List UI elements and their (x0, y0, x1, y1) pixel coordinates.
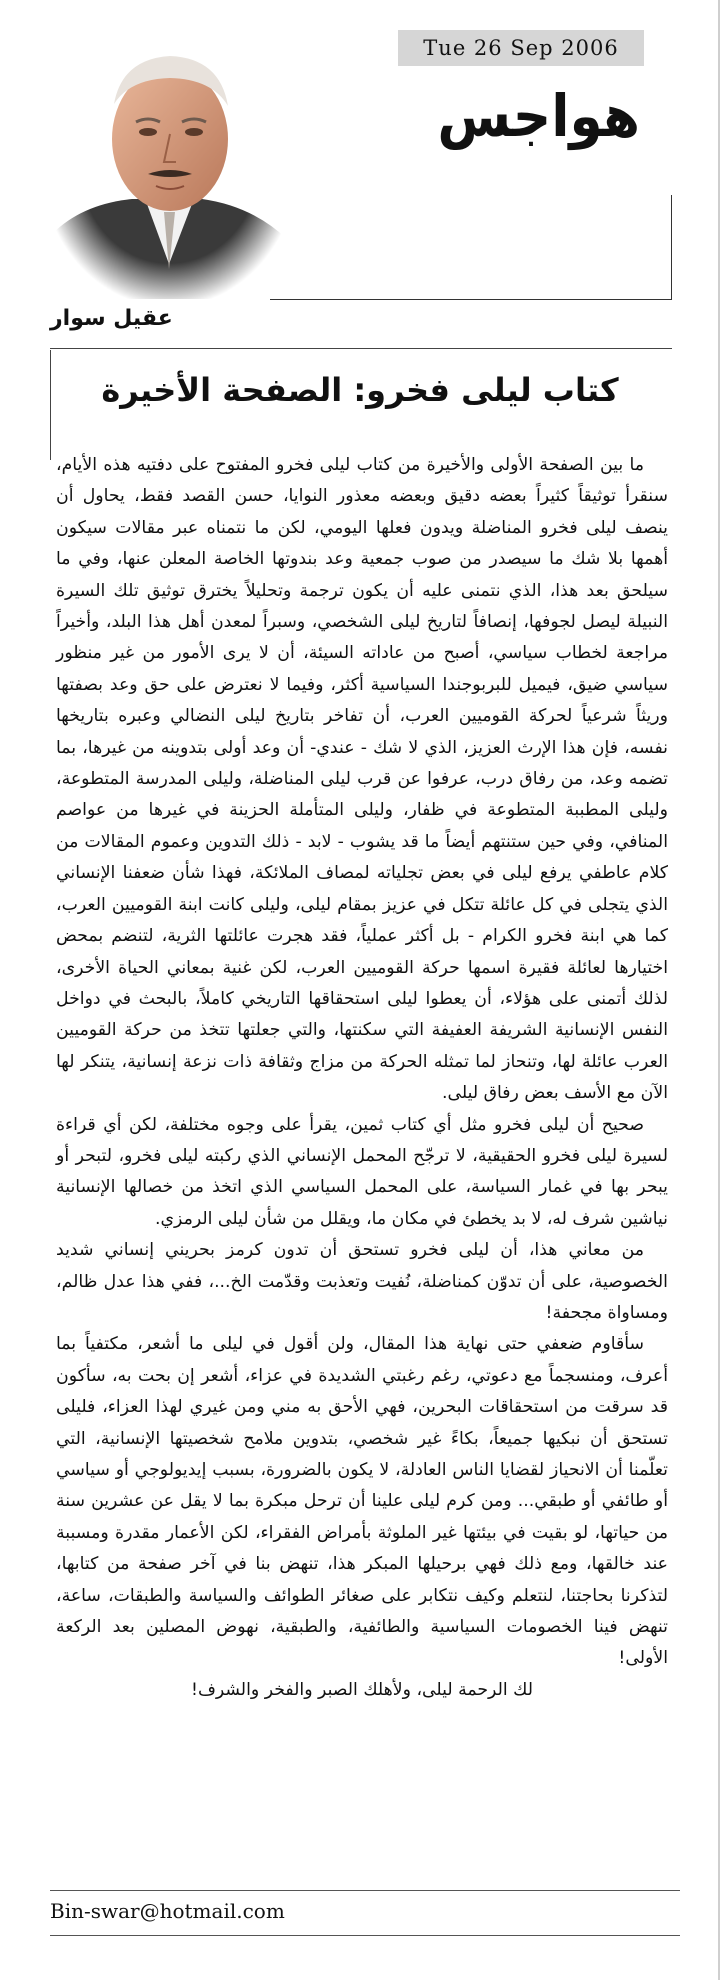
byline-divider (50, 348, 672, 349)
article-paragraph: صحيح أن ليلى فخرو مثل أي كتاب ثمين، يقرأ على وجوه مختلفة، لكن أي قراءة لسيرة ليلى فخرو الحقيقية، لا ترجّح المحمل الإنساني الذي ركبته ليلى فخرو، لتبحر أو يبحر بها في غمار السياسة، على المحمل السياسي الذي اتخذ من خصالها الإنسانية نياشين شرف له، لا بد يخطئ في مكان ما، ويقلل من شأن ليلى الرمزي. (56, 1114, 668, 1229)
date-badge: Tue 26 Sep 2006 (398, 30, 644, 66)
column-title: هواجس (437, 82, 640, 150)
author-email[interactable]: Bin-swar@hotmail.com (50, 1899, 285, 1923)
article-body (56, 450, 668, 1850)
author-byline: عقيل سوار (50, 306, 173, 331)
frame-line-right (671, 195, 672, 300)
frame-line-top (270, 299, 672, 300)
footer-divider-bottom (50, 1935, 680, 1936)
article-paragraph: من معاني هذا، أن ليلى فخرو تستحق أن تدون كرمز بحريني إنساني شديد الخصوصية، على أن تدوّن كمناضلة، نُفيت وتعذبت وقدّمت الخ...، ففي هذا عدل ظالم، ومساواة مجحفة! (56, 1240, 668, 1323)
frame-line-left (50, 350, 51, 460)
portrait-illustration (52, 34, 287, 299)
article-headline: كتاب ليلى فخرو: الصفحة الأخيرة (101, 371, 619, 409)
article-paragraph: سأقاوم ضعفي حتى نهاية هذا المقال، ولن أقول في ليلى ما أشعر، مكتفياً بما أعرف، ومنسجماً مع دعوتي، رغم رغبتي الشديدة في عزاء، أشعر إن بحت به، سأكون قد سرقت من استحقاقات البحرين، فهي الأحق به مني ومن غيري لهذا العزاء، فليلى تستحق أن نبكيها جميعاً، بكاءً غير شخصي، بتدوين ملامح شخصيتها الإنسانية، التي تعلّمنا أن الانحياز لقضايا الناس العادلة، لا يكون بالضرورة، بسبب إيديولوجي أو سياسي أو طائفي أو طبقي... ومن كرم ليلى علينا أن ترحل مبكرة بما لا يقل عن عشرين سنة من حياتها، لو بقيت في بيئتها غير الملوثة بأمراض الفقراء، لكن الأعمار مقدرة ومسببة عند خالقها، ومع ذلك فهي برحيلها المبكر هذا، تنهض بنا في آخر صفحة من كتابها، لتذكرنا بحاجتنا، لنتعلم وكيف نتكابر على صغائر الطوائف والسياسة والطبقات، ساعة، تنهض فينا الخصومات السياسية والطائفية، والطبقية، نهوض المصلين بعد الركعة الأولى! (56, 1334, 668, 1669)
article-closing-line: لك الرحمة ليلى، ولأهلك الصبر والفخر والشرف! (191, 1679, 533, 1700)
footer-divider-top (50, 1890, 680, 1891)
author-portrait (52, 34, 287, 299)
page-edge-line (718, 0, 720, 1980)
article-paragraph: ما بين الصفحة الأولى والأخيرة من كتاب ليلى فخرو المفتوح على دفتيه هذه الأيام، سنقرأ توثيقاً كثيراً بعضه دقيق وبعضه معذور النوايا، حسن القصد فقط، يحاول أن ينصف ليلى فخرو المناضلة ويدون فعلها اليومي، لكن ما نتمناه عبر مقالات سيكون أهمها بلا شك ما سيصدر من صوب جمعية وعد بندوتها الخاصة المعلن عنها، وفي ما سيلحق بعد هذا، الذي نتمنى عليه أن يكون ترجمة وتحليلاً يخترق توثيق تلك السيرة النبيلة ليصل لجوفها، إنصافاً لتاريخ ليلى الشخصي، وسبراً لمعدن أهل هذا البلد، وأخيراً مراجعة لخطاب سياسي، أصبح من عاداته السيئة، أن لا يرى الأمور من غير منظور سياسي ضيق، فيميل للبربوجندا السياسية أكثر، وفيما لا نعترض على حق وعد بصفتها وريثاً شرعياً لحركة القوميين العرب، أن تفاخر بتاريخ ليلى النضالي وعبره بتاريخها نفسه، فإن هذا الإرث العزيز، الذي لا شك - عندي- أن وعد أولى بتدوينه من غيرها، بما تضمه وعد، من رفاق درب، عرفوا عن قرب ليلى المناضلة، وليلى المدرسة المتطوعة، وليلى المطببة المتطوعة في ظفار، وليلى المتأملة الحزينة في غيرها من عواصم المنافي، وفي حين ستنتهم أيضاً ما قد يشوب - لابد - ذلك التدوين وعموم المقالات من كلام عاطفي يرفع ليلى في بعض تجلياته لمصاف الملائكة، فهذا شأن ضعفنا الإنساني الذي يتجلى في كل عائلة تتكل في عزيز بمقام ليلى، وليلى كانت ابنة القوميين العرب، كما هي ابنة فخرو الكرام - بل أكثر عملياً، فقد هجرت عائلتها الثرية، لتنضم بمحض اختيارها لعائلة فقيرة اسمها حركة القوميين العرب، لكن غنية بمعاني الحياة الأخرى، لذلك أتمنى على هؤلاء، أن يعطوا ليلى استحقاقها التاريخي كاملاً، بالبحث في دواخل النفس الإنسانية الشريفة العفيفة التي سكنتها، والتي جعلتها تتخذ من حركة القوميين العرب عائلة لها، وتنحاز لما تمثله الحركة من مزاج وثقافة ذات نزعة إنسانية، يتنكر لها الآن مع الأسف بعض رفاق ليلى. (56, 455, 668, 1104)
